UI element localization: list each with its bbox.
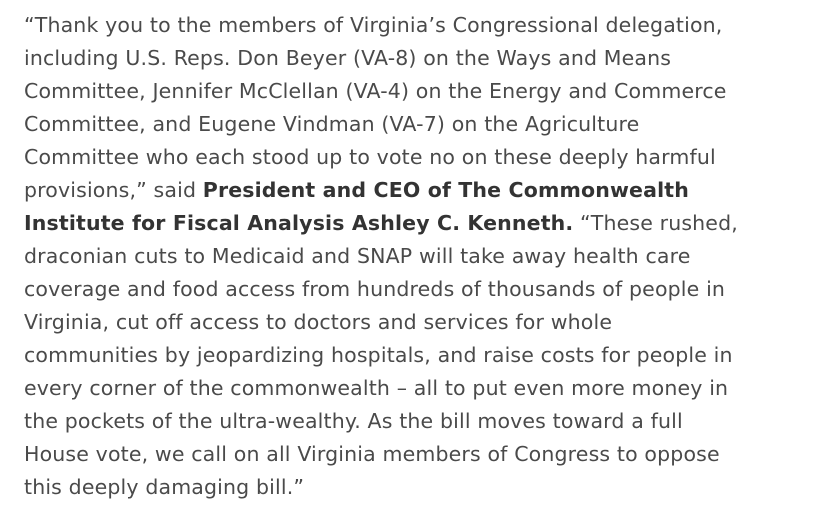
quote-line: Committee, Jennifer McClellan (VA-4) on the Energy and Commerce — [24, 79, 727, 103]
quote-line-attribution-end — [24, 207, 804, 240]
quote-text: provisions,” said — [24, 178, 203, 202]
quote-paragraph — [24, 9, 804, 504]
quote-line: this deeply damaging bill.” — [24, 475, 305, 499]
quote-line: including U.S. Reps. Don Beyer (VA-8) on the Ways and Means — [24, 46, 672, 70]
quote-line: draconian cuts to Medicaid and SNAP will take away health care — [24, 244, 691, 268]
quote-line: every corner of the commonwealth – all to put even more money in — [24, 376, 729, 400]
quote-line-attribution-start — [24, 174, 804, 207]
quote-line: Committee who each stood up to vote no on these deeply harmful — [24, 145, 716, 169]
quote-line: Virginia, cut off access to doctors and services for whole — [24, 310, 613, 334]
speaker-attribution: President and CEO of The Commonwealth — [202, 178, 689, 202]
quote-line: the pockets of the ultra-wealthy. As the bill moves toward a full — [24, 409, 683, 433]
quote-line: communities by jeopardizing hospitals, and raise costs for people in — [24, 343, 733, 367]
quote-line: House vote, we call on all Virginia members of Congress to oppose — [24, 442, 720, 466]
quote-line: Committee, and Eugene Vindman (VA-7) on the Agriculture — [24, 112, 640, 136]
quote-line: coverage and food access from hundreds of thousands of people in — [24, 277, 726, 301]
quote-line: “Thank you to the members of Virginia’s Congressional delegation, — [24, 13, 723, 37]
quote-text: “These rushed, — [573, 211, 738, 235]
speaker-attribution: Institute for Fiscal Analysis Ashley C. Kenneth. — [24, 211, 574, 235]
